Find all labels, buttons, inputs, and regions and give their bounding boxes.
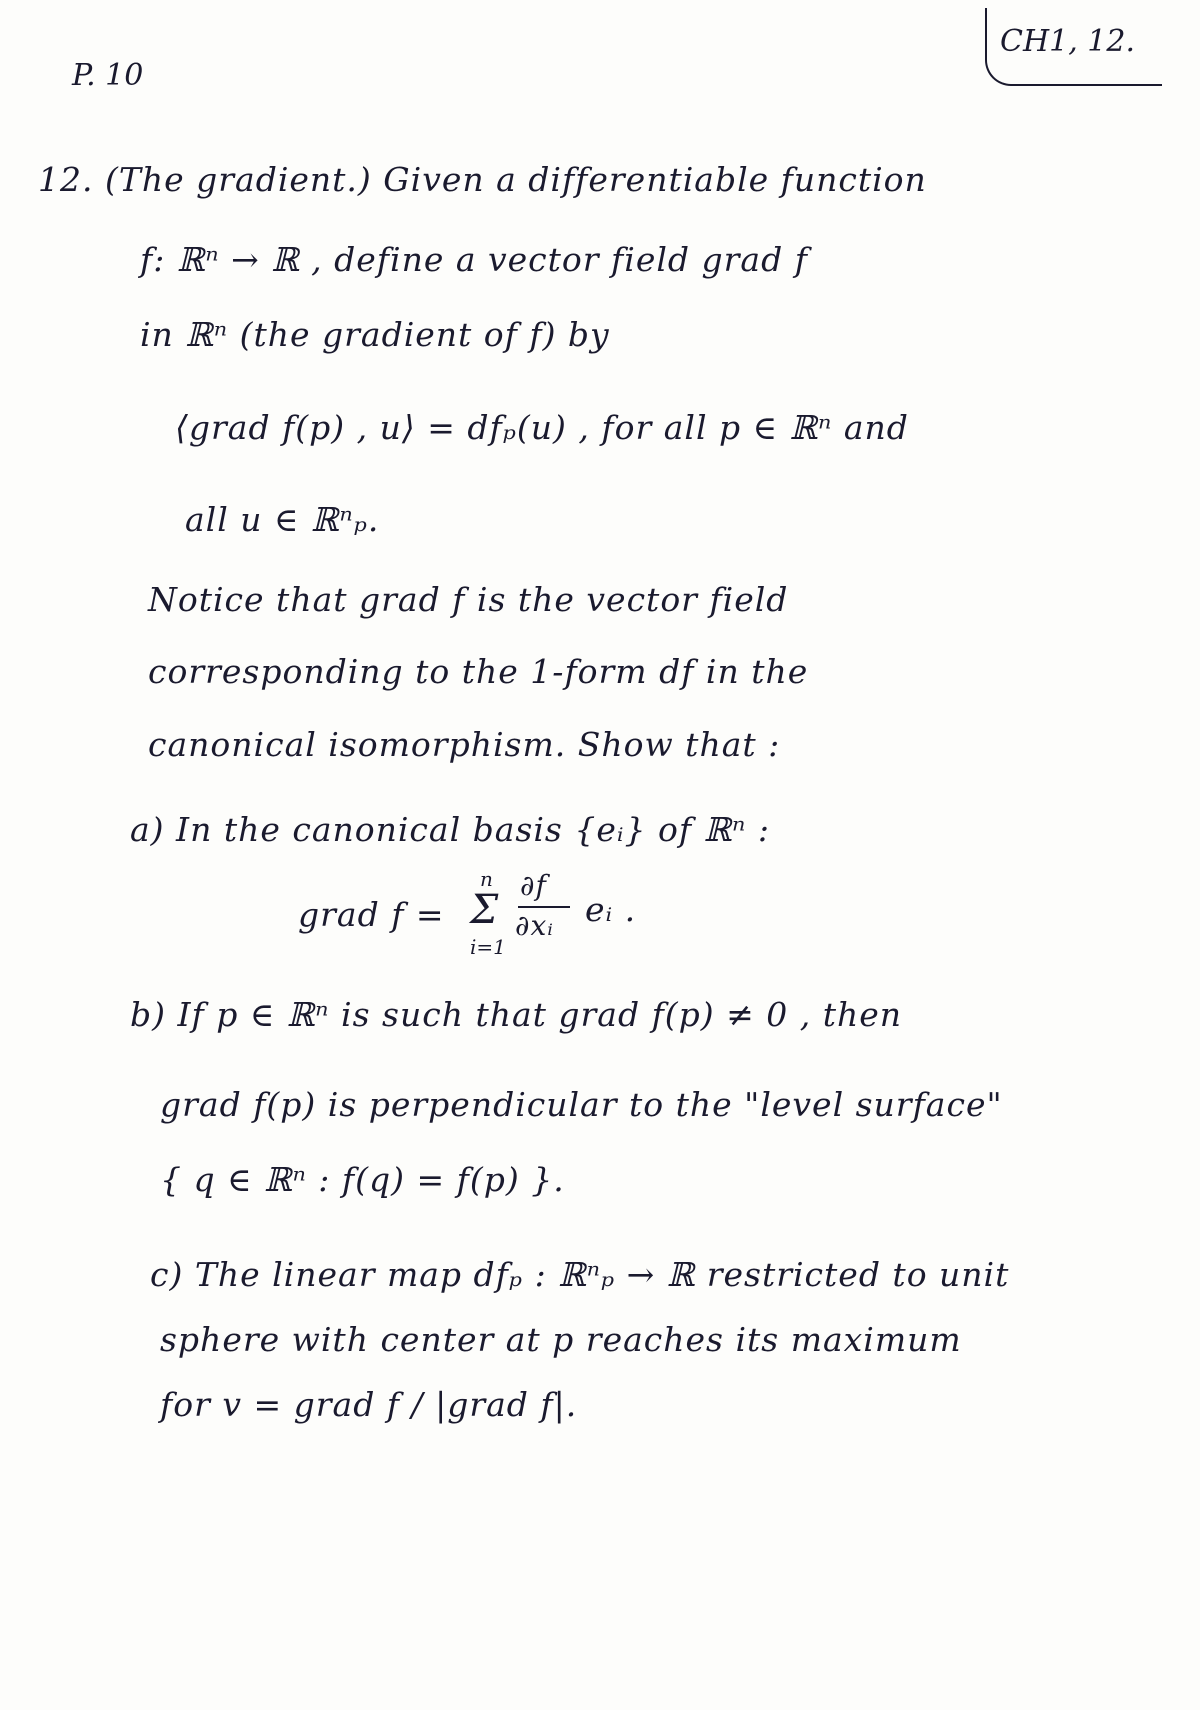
sum-upper-limit: n [480, 867, 493, 891]
problem-line-1: 12. (The gradient.) Given a differentiable function [38, 160, 927, 199]
sum-lower-limit: i=1 [470, 935, 506, 959]
problem-line-7: corresponding to the 1-form df in the [148, 652, 809, 691]
part-a-line: a) In the canonical basis {eᵢ} of ℝⁿ : [130, 810, 770, 849]
problem-line-6: Notice that grad f is the vector field [148, 580, 789, 619]
problem-line-4: ⟨grad f(p) , u⟩ = dfₚ(u) , for all p ∈ ℝⁿ and [175, 408, 909, 447]
problem-line-3: in ℝⁿ (the gradient of f) by [140, 315, 610, 354]
page-number: P. 10 [72, 58, 144, 93]
basis-term: eᵢ . [585, 890, 637, 929]
problem-line-2: f: ℝⁿ → ℝ , define a vector field grad f [140, 240, 808, 279]
part-b-line-2: grad f(p) is perpendicular to the "level surface" [160, 1085, 1003, 1124]
fraction-numerator: ∂f [520, 869, 547, 902]
part-c-line-3: for v = grad f / |grad f|. [160, 1385, 578, 1424]
formula-lhs: grad f = [298, 895, 445, 934]
sum-sign: Σ [470, 887, 499, 933]
part-b-line-1: b) If p ∈ ℝⁿ is such that grad f(p) ≠ 0 , then [130, 995, 903, 1034]
fraction-bar [518, 906, 570, 908]
part-b-line-3: { q ∈ ℝⁿ : f(q) = f(p) }. [160, 1160, 565, 1199]
fraction-denominator: ∂xᵢ [515, 909, 554, 942]
problem-line-8: canonical isomorphism. Show that : [148, 725, 781, 764]
reference-label: CH1, 12. [1000, 24, 1135, 59]
problem-line-5: all u ∈ ℝⁿₚ. [185, 500, 380, 539]
part-c-line-1: c) The linear map dfₚ : ℝⁿₚ → ℝ restricted to unit [150, 1255, 1010, 1294]
part-c-line-2: sphere with center at p reaches its maximum [160, 1320, 962, 1359]
